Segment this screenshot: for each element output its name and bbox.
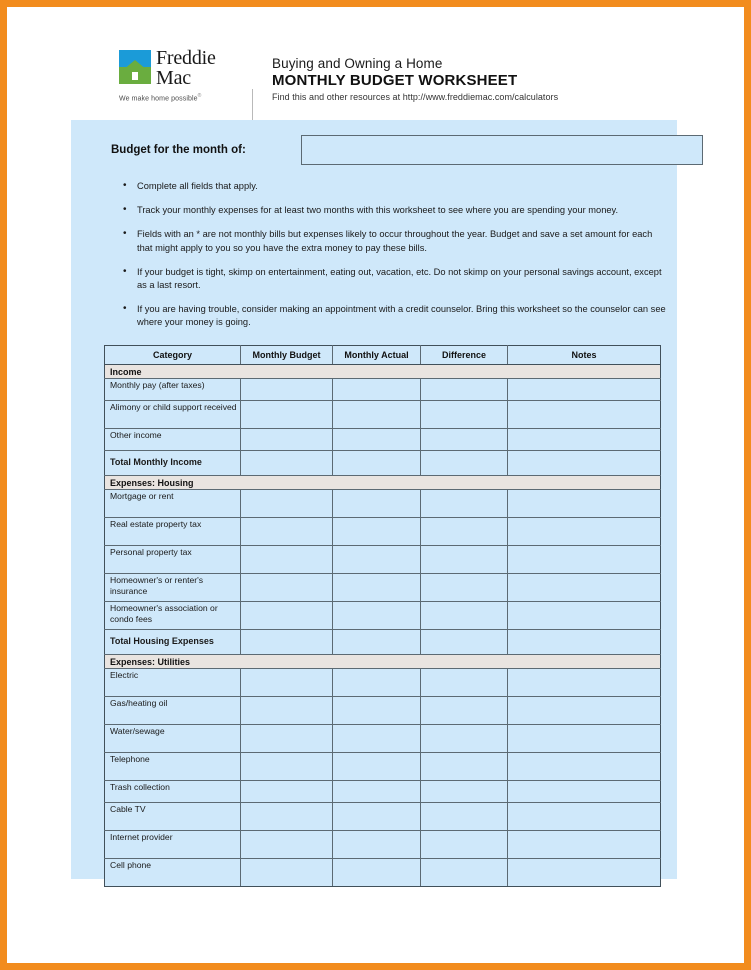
table-total-row [105, 451, 661, 476]
table-row [105, 859, 661, 887]
cell-notes[interactable] [508, 630, 661, 655]
table-row [105, 803, 661, 831]
row-category-label: Homeowner's or renter's insurance [105, 574, 241, 602]
row-category-label: Real estate property tax [105, 518, 241, 546]
row-category-label: Total Monthly Income [105, 451, 241, 476]
row-category-label: Cell phone [105, 859, 241, 887]
instruction-item: • If you are having trouble, consider making an appointment with a credit counselor. Bring this worksheet so the counselor can see where your money is going. [119, 303, 667, 329]
row-category-label: Monthly pay (after taxes) [105, 379, 241, 401]
instructions-list [119, 180, 667, 330]
cell-monthly-budget[interactable] [241, 602, 333, 630]
budget-table [104, 345, 661, 887]
instruction-item: • Fields with an * are not monthly bills but expenses likely to occur throughout the year. Budget and save a set amount for each that might apply to you so you have the extra money to pay these bills. [119, 228, 667, 254]
cell-difference[interactable] [421, 859, 508, 887]
instruction-item: • If your budget is tight, skimp on entertainment, eating out, vacation, etc. Do not skimp on your personal savings account, except as a last resort. [119, 266, 667, 292]
cell-monthly-budget[interactable] [241, 630, 333, 655]
cell-monthly-budget[interactable] [241, 546, 333, 574]
cell-monthly-actual[interactable] [333, 401, 421, 429]
month-field-row [111, 135, 671, 167]
table-row [105, 697, 661, 725]
cell-difference[interactable] [421, 518, 508, 546]
row-category-label: Gas/heating oil [105, 697, 241, 725]
registered-mark-icon: ® [197, 93, 202, 100]
table-total-row [105, 630, 661, 655]
cell-difference[interactable] [421, 451, 508, 476]
cell-difference[interactable] [421, 725, 508, 753]
cell-monthly-actual[interactable] [333, 831, 421, 859]
column-header-difference: Difference [421, 346, 508, 365]
brand-name-line1: Freddie [156, 47, 216, 69]
cell-monthly-actual[interactable] [333, 546, 421, 574]
worksheet-sheet [7, 7, 744, 963]
table-row [105, 725, 661, 753]
page-title: MONTHLY BUDGET WORKSHEET [272, 72, 518, 89]
cell-difference[interactable] [421, 379, 508, 401]
cell-monthly-actual[interactable] [333, 697, 421, 725]
cell-difference[interactable] [421, 546, 508, 574]
cell-monthly-actual[interactable] [333, 451, 421, 476]
cell-difference[interactable] [421, 669, 508, 697]
document-header [119, 49, 679, 111]
table-row [105, 490, 661, 518]
table-row [105, 546, 661, 574]
month-field-label: Budget for the month of: [111, 144, 246, 156]
house-logo-icon [119, 50, 151, 84]
cell-monthly-budget[interactable] [241, 803, 333, 831]
cell-monthly-actual[interactable] [333, 630, 421, 655]
cell-monthly-budget[interactable] [241, 859, 333, 887]
table-row [105, 429, 661, 451]
worksheet-panel [71, 120, 677, 879]
table-row [105, 574, 661, 602]
cell-difference[interactable] [421, 429, 508, 451]
table-header-row [105, 346, 661, 365]
cell-monthly-actual[interactable] [333, 781, 421, 803]
cell-difference[interactable] [421, 630, 508, 655]
section-title: Expenses: Utilities [105, 655, 661, 669]
cell-difference[interactable] [421, 401, 508, 429]
cell-notes[interactable] [508, 831, 661, 859]
cell-monthly-budget[interactable] [241, 831, 333, 859]
cell-notes[interactable] [508, 518, 661, 546]
cell-difference[interactable] [421, 602, 508, 630]
cell-monthly-budget[interactable] [241, 697, 333, 725]
row-category-label: Other income [105, 429, 241, 451]
cell-monthly-budget[interactable] [241, 379, 333, 401]
table-row [105, 518, 661, 546]
cell-notes[interactable] [508, 669, 661, 697]
cell-monthly-budget[interactable] [241, 753, 333, 781]
cell-monthly-actual[interactable] [333, 518, 421, 546]
budget-table-head [105, 346, 661, 365]
table-row [105, 831, 661, 859]
column-header-monthly-budget: Monthly Budget [241, 346, 333, 365]
brand-tagline-text: We make home possible [119, 95, 198, 103]
brand-name-line2: Mac [156, 66, 191, 89]
cell-difference[interactable] [421, 803, 508, 831]
cell-notes[interactable] [508, 725, 661, 753]
cell-monthly-budget[interactable] [241, 401, 333, 429]
cell-monthly-budget[interactable] [241, 781, 333, 803]
table-row [105, 602, 661, 630]
column-header-category: Category [105, 346, 241, 365]
cell-notes[interactable] [508, 429, 661, 451]
cell-monthly-budget[interactable] [241, 429, 333, 451]
header-eyebrow: Buying and Owning a Home [272, 56, 443, 71]
logo-door-shape [132, 72, 138, 80]
row-category-label: Total Housing Expenses [105, 630, 241, 655]
cell-monthly-budget[interactable] [241, 725, 333, 753]
row-category-label: Trash collection [105, 781, 241, 803]
cell-monthly-actual[interactable] [333, 602, 421, 630]
cell-monthly-actual[interactable] [333, 490, 421, 518]
logo-roof-shape [123, 60, 147, 70]
row-category-label: Electric [105, 669, 241, 697]
cell-monthly-actual[interactable] [333, 429, 421, 451]
cell-difference[interactable] [421, 781, 508, 803]
cell-monthly-budget[interactable] [241, 451, 333, 476]
header-titles [272, 56, 672, 102]
cell-monthly-actual[interactable] [333, 574, 421, 602]
cell-notes[interactable] [508, 574, 661, 602]
cell-notes[interactable] [508, 859, 661, 887]
cell-monthly-budget[interactable] [241, 490, 333, 518]
row-category-label: Personal property tax [105, 546, 241, 574]
cell-notes[interactable] [508, 546, 661, 574]
cell-difference[interactable] [421, 490, 508, 518]
cell-monthly-actual[interactable] [333, 803, 421, 831]
cell-difference[interactable] [421, 831, 508, 859]
cell-notes[interactable] [508, 803, 661, 831]
cell-notes[interactable] [508, 401, 661, 429]
cell-monthly-actual[interactable] [333, 669, 421, 697]
cell-notes[interactable] [508, 781, 661, 803]
cell-monthly-budget[interactable] [241, 574, 333, 602]
row-category-label: Homeowner's association or condo fees [105, 602, 241, 630]
table-row [105, 379, 661, 401]
table-row [105, 753, 661, 781]
row-category-label: Cable TV [105, 803, 241, 831]
cell-notes[interactable] [508, 379, 661, 401]
cell-difference[interactable] [421, 574, 508, 602]
header-resource-line: Find this and other resources at http://www.freddiemac.com/calculators [272, 92, 559, 102]
cell-notes[interactable] [508, 753, 661, 781]
cell-notes[interactable] [508, 697, 661, 725]
table-section-header [105, 655, 661, 669]
cell-monthly-actual[interactable] [333, 725, 421, 753]
column-header-monthly-actual: Monthly Actual [333, 346, 421, 365]
table-section-header [105, 476, 661, 490]
cell-difference[interactable] [421, 697, 508, 725]
cell-notes[interactable] [508, 490, 661, 518]
cell-monthly-actual[interactable] [333, 859, 421, 887]
cell-notes[interactable] [508, 602, 661, 630]
brand-tagline [119, 93, 244, 102]
table-row [105, 669, 661, 697]
instruction-item: • Complete all fields that apply. [119, 180, 667, 193]
month-input[interactable] [301, 135, 703, 165]
table-section-header [105, 365, 661, 379]
row-category-label: Alimony or child support received [105, 401, 241, 429]
cell-notes[interactable] [508, 451, 661, 476]
cell-monthly-budget[interactable] [241, 518, 333, 546]
row-category-label: Telephone [105, 753, 241, 781]
table-row [105, 781, 661, 803]
cell-difference[interactable] [421, 753, 508, 781]
section-title: Income [105, 365, 661, 379]
row-category-label: Water/sewage [105, 725, 241, 753]
cell-monthly-actual[interactable] [333, 379, 421, 401]
row-category-label: Internet provider [105, 831, 241, 859]
table-row [105, 401, 661, 429]
cell-monthly-actual[interactable] [333, 753, 421, 781]
instruction-item: • Track your monthly expenses for at least two months with this worksheet to see where you are spending your money. [119, 204, 667, 217]
column-header-notes: Notes [508, 346, 661, 365]
freddie-mac-logo [119, 49, 244, 103]
budget-table-body [105, 365, 661, 887]
section-title: Expenses: Housing [105, 476, 661, 490]
row-category-label: Mortgage or rent [105, 490, 241, 518]
cell-monthly-budget[interactable] [241, 669, 333, 697]
brand-wordmark [156, 49, 216, 88]
